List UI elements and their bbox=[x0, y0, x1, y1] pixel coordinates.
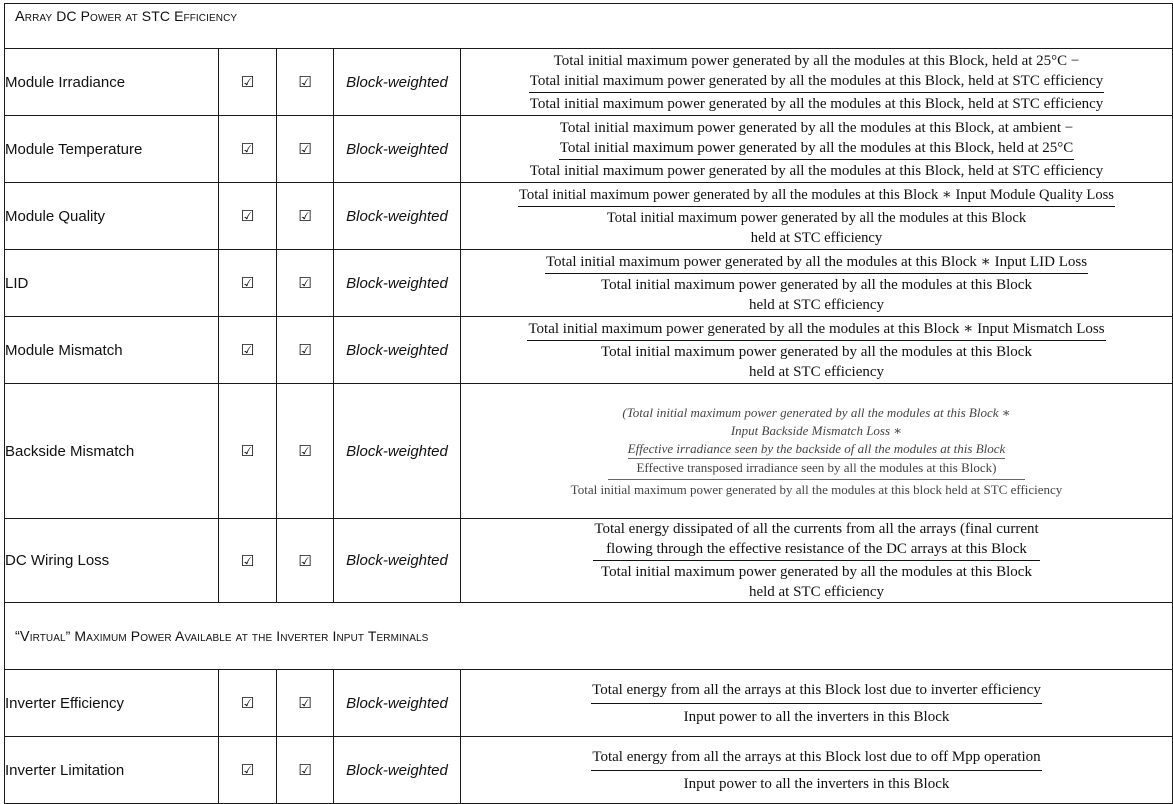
fraction bbox=[593, 519, 1039, 602]
checkbox-icon[interactable]: ☑ bbox=[277, 250, 334, 317]
section-row-array-dc bbox=[5, 4, 1173, 49]
fraction-denominator: Total initial maximum power generated by all the modules at this Block, held at STC efficiency bbox=[529, 95, 1104, 112]
fraction bbox=[529, 51, 1105, 114]
inner-fraction: Effective irradiance seen by the backside of all the modules at this Block Effective transposed irradiance seen by all the modules at this Block) bbox=[627, 440, 1006, 475]
checkbox-icon[interactable]: ☑ bbox=[219, 519, 277, 603]
checkbox-icon[interactable]: ☑ bbox=[277, 670, 334, 737]
row-name-inverter-efficiency: Inverter Efficiency bbox=[5, 670, 219, 737]
checkbox-icon[interactable]: ☑ bbox=[277, 183, 334, 250]
formula-module-temperature bbox=[461, 116, 1173, 183]
table-row bbox=[5, 519, 1173, 603]
weighting-method: Block-weighted bbox=[334, 183, 461, 250]
table-row bbox=[5, 183, 1173, 250]
row-name-module-temperature: Module Temperature bbox=[5, 116, 219, 183]
section-header-array-dc bbox=[5, 4, 1173, 49]
fraction-denominator: Total initial maximum power generated by all the modules at this Block held at STC efficiency bbox=[606, 209, 1027, 246]
fraction-numerator: Total initial maximum power generated by all the modules at this Block, at ambient − Total initial maximum power generated by all the modules at this Block, held at 25°C bbox=[559, 118, 1075, 160]
row-name-module-irradiance: Module Irradiance bbox=[5, 49, 219, 116]
row-name-lid: LID bbox=[5, 250, 219, 317]
fraction-denominator: Total initial maximum power generated by all the modules at this Block, held at STC efficiency bbox=[529, 162, 1104, 179]
fraction bbox=[518, 185, 1115, 248]
fraction-numerator: Total initial maximum power generated by all the modules at this Block ∗ Input Mismatch Loss bbox=[527, 319, 1105, 341]
table-row bbox=[5, 49, 1173, 116]
table-row bbox=[5, 670, 1173, 737]
fraction-numerator: Total energy from all the arrays at this Block lost due to inverter efficiency bbox=[591, 680, 1042, 704]
section-header-virtual bbox=[5, 603, 1173, 670]
weighting-method: Block-weighted bbox=[334, 317, 461, 384]
checkbox-icon[interactable]: ☑ bbox=[277, 384, 334, 519]
formula-module-quality bbox=[461, 183, 1173, 250]
checkbox-icon[interactable]: ☑ bbox=[219, 116, 277, 183]
weighting-method: Block-weighted bbox=[334, 670, 461, 737]
formula-inverter-limitation bbox=[461, 737, 1173, 804]
row-name-module-mismatch: Module Mismatch bbox=[5, 317, 219, 384]
formula-backside-mismatch bbox=[461, 384, 1173, 519]
checkbox-icon[interactable]: ☑ bbox=[277, 737, 334, 804]
formula-module-mismatch bbox=[461, 317, 1173, 384]
fraction-numerator: Total initial maximum power generated by all the modules at this Block ∗ Input LID Loss bbox=[545, 252, 1088, 274]
checkbox-icon[interactable]: ☑ bbox=[219, 250, 277, 317]
formula-lid bbox=[461, 250, 1173, 317]
row-name-inverter-limitation: Inverter Limitation bbox=[5, 737, 219, 804]
loss-factors-table bbox=[4, 3, 1173, 804]
section-row-virtual bbox=[5, 603, 1173, 670]
fraction-numerator: Total initial maximum power generated by all the modules at this Block ∗ Input Module Quality Loss bbox=[518, 185, 1115, 207]
table-row bbox=[5, 737, 1173, 804]
fraction-denominator: Input power to all the inverters in this Block bbox=[683, 708, 950, 725]
weighting-method: Block-weighted bbox=[334, 49, 461, 116]
checkbox-icon[interactable]: ☑ bbox=[277, 317, 334, 384]
fraction-denominator: Total initial maximum power generated by all the modules at this Block held at STC efficiency bbox=[601, 564, 1032, 600]
fraction-denominator: Total initial maximum power generated by all the modules at this Block held at STC efficiency bbox=[601, 276, 1032, 313]
weighting-method: Block-weighted bbox=[334, 737, 461, 804]
formula-module-irradiance bbox=[461, 49, 1173, 116]
weighting-method: Block-weighted bbox=[334, 250, 461, 317]
fraction bbox=[527, 319, 1105, 382]
fraction bbox=[571, 404, 1063, 499]
section-title-virtual: “Virtual” Maximum Power Available at the Inverter Input Terminals bbox=[15, 627, 429, 645]
formula-dc-wiring-loss bbox=[461, 519, 1173, 603]
row-name-backside-mismatch: Backside Mismatch bbox=[5, 384, 219, 519]
checkbox-icon[interactable]: ☑ bbox=[219, 737, 277, 804]
fraction-numerator: (Total initial maximum power generated by all the modules at this Block ∗ Input Backside Mismatch Loss ∗ Effective irradiance seen by the backside of all the modules at this Block Effective transposed irradiance seen by all the modules at this Block) bbox=[608, 404, 1024, 480]
fraction-numerator: Total energy from all the arrays at this Block lost due to off Mpp operation bbox=[591, 747, 1041, 771]
checkbox-icon[interactable]: ☑ bbox=[219, 183, 277, 250]
fraction-denominator: Total initial maximum power generated by all the modules at this Block held at STC efficiency bbox=[601, 343, 1032, 380]
checkbox-icon[interactable]: ☑ bbox=[219, 49, 277, 116]
row-name-dc-wiring-loss: DC Wiring Loss bbox=[5, 519, 219, 603]
checkbox-icon[interactable]: ☑ bbox=[277, 116, 334, 183]
fraction bbox=[591, 747, 1041, 794]
row-name-module-quality: Module Quality bbox=[5, 183, 219, 250]
checkbox-icon[interactable]: ☑ bbox=[219, 384, 277, 519]
fraction bbox=[591, 680, 1042, 727]
fraction bbox=[530, 118, 1104, 181]
weighting-method: Block-weighted bbox=[334, 519, 461, 603]
weighting-method: Block-weighted bbox=[334, 384, 461, 519]
fraction-denominator: Total initial maximum power generated by all the modules at this block held at STC efficiency bbox=[570, 481, 1063, 497]
table-row bbox=[5, 317, 1173, 384]
checkbox-icon[interactable]: ☑ bbox=[277, 49, 334, 116]
table-row bbox=[5, 116, 1173, 183]
checkbox-icon[interactable]: ☑ bbox=[219, 317, 277, 384]
formula-inverter-efficiency bbox=[461, 670, 1173, 737]
table-row bbox=[5, 250, 1173, 317]
checkbox-icon[interactable]: ☑ bbox=[277, 519, 334, 603]
checkbox-icon[interactable]: ☑ bbox=[219, 670, 277, 737]
fraction-numerator: Total initial maximum power generated by all the modules at this Block, held at 25°C − Total initial maximum power generated by all the modules at this Block, held at STC efficiency bbox=[529, 51, 1105, 93]
fraction bbox=[545, 252, 1088, 315]
section-title-array-dc: Array DC Power at STC Efficiency bbox=[15, 8, 238, 25]
weighting-method: Block-weighted bbox=[334, 116, 461, 183]
fraction-numerator: Total energy dissipated of all the currents from all the arrays (final current flowing through the effective resistance of the DC arrays at this Block bbox=[593, 519, 1039, 561]
fraction-denominator: Input power to all the inverters in this Block bbox=[683, 775, 950, 792]
table-row bbox=[5, 384, 1173, 519]
